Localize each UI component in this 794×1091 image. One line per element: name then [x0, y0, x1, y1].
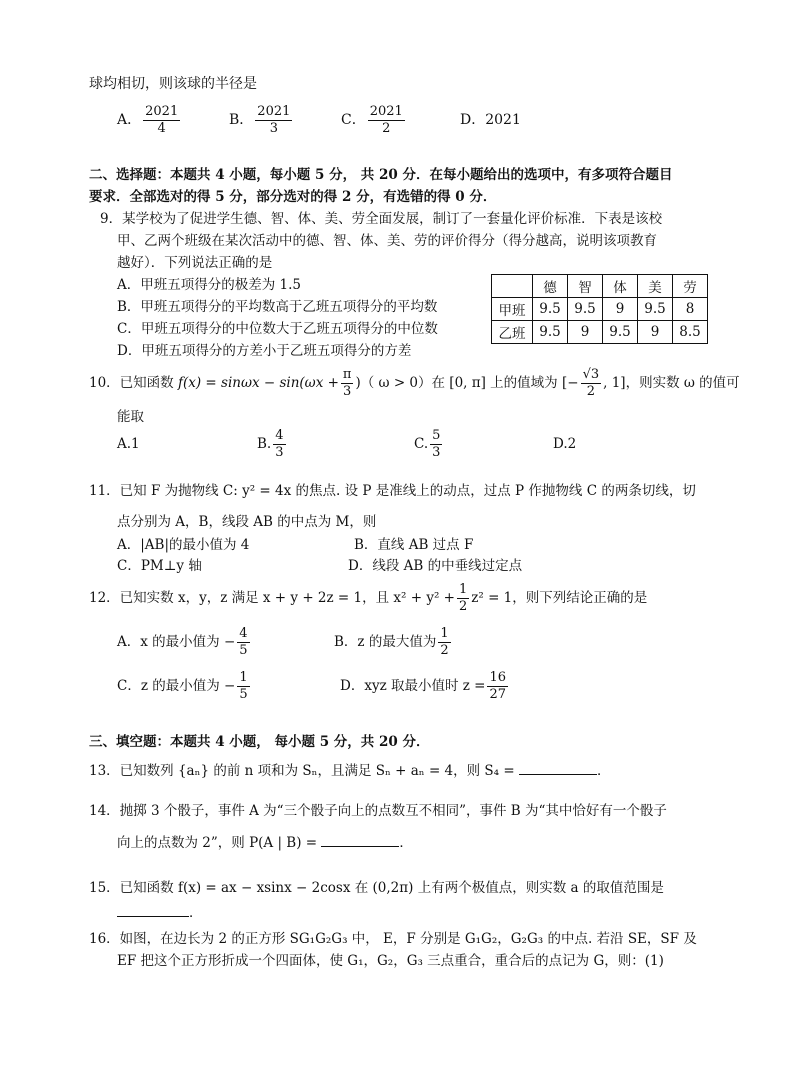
table-cell: 9: [638, 321, 673, 344]
table-header-row: [492, 275, 708, 298]
table-cell: 乙班: [492, 321, 533, 344]
q14-stem-line1: 14．抛掷 3 个骰子，事件 A 为“三个骰子向上的点数互不相同”，事件 B 为“其中恰好有一个骰子: [89, 803, 667, 819]
q8-option-a: A． $\frac{2021}{4}$: [117, 103, 179, 136]
q9-option-b: B．甲班五项得分的平均数高于乙班五项得分的平均数: [117, 299, 438, 315]
table-cell: 9.5: [533, 321, 568, 344]
table-row: [492, 321, 708, 344]
q9-stem-line2: 甲、乙两个班级在某次活动中的德、智、体、美、劳的评价得分（得分越高，说明该项教育: [117, 233, 657, 249]
table-header-cell: 劳: [673, 275, 708, 298]
q10-stem-line2: 能取: [117, 409, 144, 425]
section2-heading-line1: 二、选择题：本题共 4 小题，每小题 5 分， 共 20 分．在每小题给出的选项中，有多项符合题目: [89, 167, 673, 183]
table-cell: 9: [568, 321, 603, 344]
q9-stem-line1: 9．某学校为了促进学生德、智、体、美、劳全面发展，制订了一套量化评价标准．下表是该校: [100, 211, 663, 227]
table-cell: 8.5: [673, 321, 708, 344]
q10-option-c: C. $\frac{5}{3}$: [414, 428, 441, 460]
table-header-cell: 智: [568, 275, 603, 298]
q10-option-d: D.2: [553, 436, 577, 452]
table-cell: 8: [673, 298, 708, 321]
q11-option-c: C．PM⊥y 轴: [117, 558, 202, 574]
q16-stem-line2: EF 把这个正方形折成一个四面体，使 G₁，G₂，G₃ 三点重合，重合后的点记为 G，则：(1): [117, 953, 664, 969]
table-cell: 9.5: [533, 298, 568, 321]
table-cell: 9.5: [568, 298, 603, 321]
q13-answer-blank[interactable]: [519, 760, 597, 775]
q15-stem-line2: ．: [117, 902, 203, 923]
q8-stem-tail: 球均相切，则该球的半径是: [89, 76, 257, 92]
q9-option-a: A．甲班五项得分的极差为 1.5: [117, 277, 302, 293]
table-cell: 甲班: [492, 298, 533, 321]
section3-heading: 三、填空题：本题共 4 小题， 每小题 5 分，共 20 分．: [89, 734, 430, 750]
q9-option-c: C．甲班五项得分的中位数大于乙班五项得分的中位数: [117, 321, 438, 337]
q16-stem-line1: 16．如图，在边长为 2 的正方形 SG₁G₂G₃ 中， E，F 分别是 G₁G₂，G₂G₃ 的中点. 若沿 SE，SF 及: [89, 931, 697, 947]
section2-heading-line2: 要求．全部选对的得 5 分，部分选对的得 2 分，有选错的得 0 分．: [89, 189, 497, 205]
q14-answer-blank[interactable]: [321, 832, 399, 847]
q12-option-b: B．z 的最大值为 $\frac{1}{2}$: [334, 626, 449, 658]
q15-stem-line1: 15．已知函数 f(x) = ax − xsinx − 2cosx 在 (0,2π) 上有两个极值点，则实数 a 的取值范围是: [89, 880, 664, 896]
q8-option-b: B． $\frac{2021}{3}$: [229, 103, 291, 136]
score-table: [491, 274, 708, 344]
q11-option-a: A．|AB|的最小值为 4: [117, 537, 250, 553]
q12-option-a: A．x 的最小值为 − $\frac{4}{5}$: [117, 626, 248, 658]
q10-option-b: B. $\frac{4}{3}$: [257, 428, 284, 460]
table-header-cell: 美: [638, 275, 673, 298]
q11-stem-line2: 点分别为 A，B，线段 AB 的中点为 M，则: [117, 514, 377, 530]
q13-stem: 13．已知数列 {aₙ} 的前 n 项和为 Sₙ，且满足 Sₙ + aₙ = 4，则 S₄ = ．: [89, 760, 610, 781]
table-row: [492, 298, 708, 321]
table-header-cell: [492, 275, 533, 298]
q9-option-d: D．甲班五项得分的方差小于乙班五项得分的方差: [117, 343, 412, 359]
q12-option-d: D．xyz 取最小值时 z = $\frac{16}{27}$: [340, 670, 507, 702]
q10-option-a: A.1: [117, 436, 140, 452]
q11-option-b: B．直线 AB 过点 F: [354, 537, 474, 553]
q15-answer-blank[interactable]: [117, 902, 189, 917]
q9-stem-line3: 越好）．下列说法正确的是: [117, 255, 273, 271]
q11-stem-line1: 11．已知 F 为抛物线 C: y² = 4x 的焦点. 设 P 是准线上的动点，过点 P 作抛物线 C 的两条切线，切: [89, 483, 696, 499]
q11-option-d: D．线段 AB 的中垂线过定点: [348, 558, 523, 574]
q10-stem-line1: 10．已知函数 f(x) = sinωx − sin(ωx + $\frac{\pi}{3}$ )（ ω > 0）在 [0, π] 上的值域为 [− $\frac{√3}{2}$ , 1]，则实数 ω 的值可: [89, 367, 740, 399]
q8-option-c: C． $\frac{2021}{2}$: [341, 103, 403, 136]
table-cell: 9.5: [638, 298, 673, 321]
q12-stem: 12．已知实数 x，y，z 满足 x + y + 2z = 1，且 x² + y² + $\frac{1}{2}$ z² = 1，则下列结论正确的是: [89, 582, 648, 614]
table-header-cell: 体: [603, 275, 638, 298]
table-header-cell: 德: [533, 275, 568, 298]
q12-option-c: C．z 的最小值为 − $\frac{1}{5}$: [117, 670, 248, 702]
table-cell: 9.5: [603, 321, 638, 344]
q8-option-d: D．2021: [460, 112, 521, 128]
q14-stem-line2: 向上的点数为 2”，则 P(A | B) = ．: [117, 832, 413, 853]
table-cell: 9: [603, 298, 638, 321]
